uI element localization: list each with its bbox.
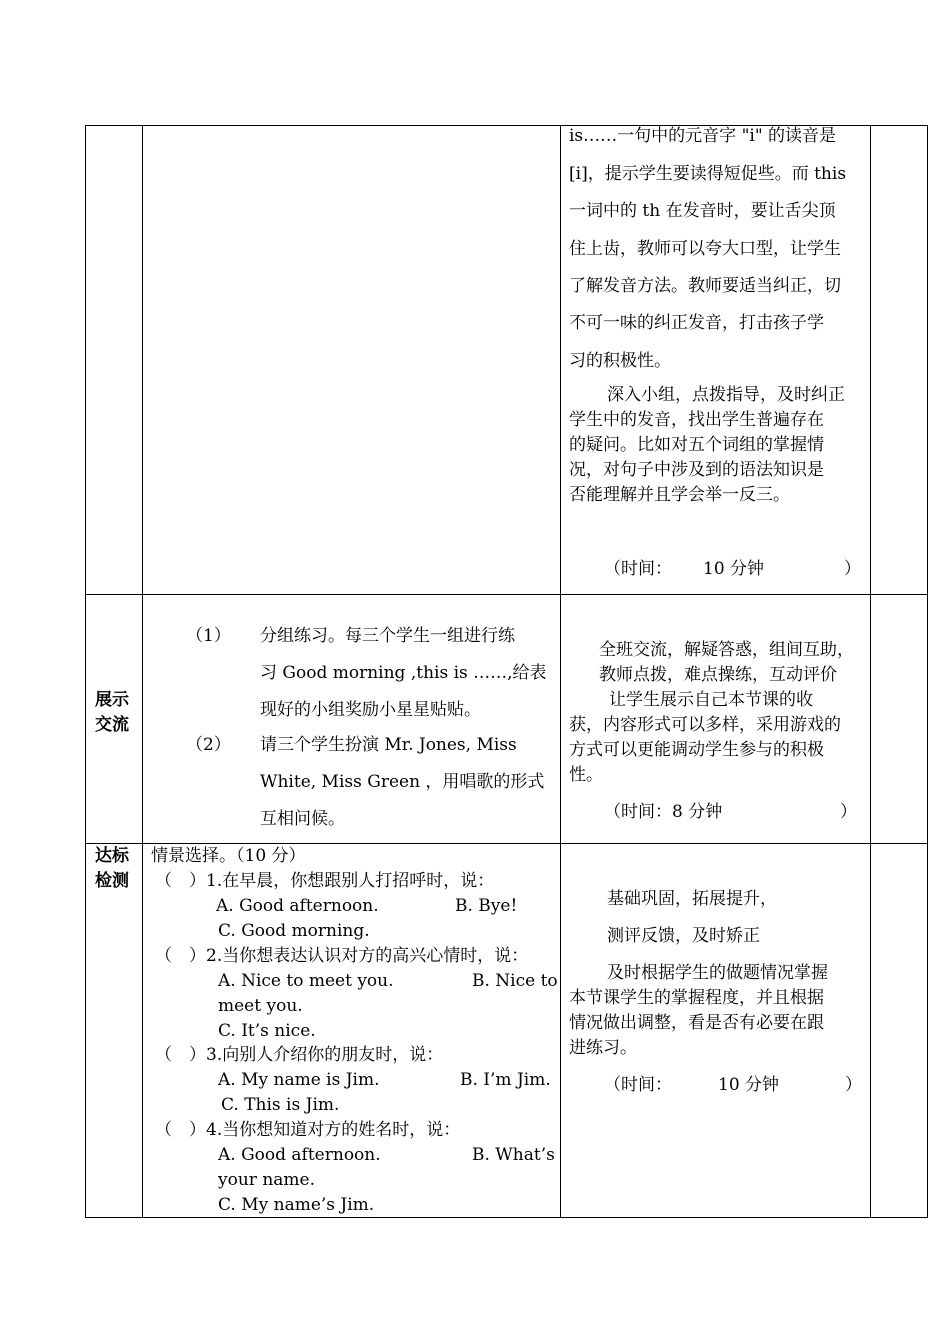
text-line: 性。 <box>569 765 603 785</box>
time-label: （时间： <box>604 1075 672 1095</box>
option-a: A. Good afternoon. <box>216 896 379 916</box>
option-c: C. Good morning. <box>218 921 370 941</box>
row-label: 达标 <box>95 846 129 866</box>
text-line: 习的积极性。 <box>569 351 671 371</box>
option-b-wrap: meet you. <box>218 996 303 1016</box>
time-label: （时间：8 分钟 <box>604 802 723 822</box>
exercise-title: 情景选择。（10 分） <box>151 846 306 866</box>
table-border-bottom <box>85 1217 928 1218</box>
text-line: 深入小组，点拨指导，及时纠正 <box>607 385 845 405</box>
option-c: C. My name’s Jim. <box>218 1195 375 1215</box>
text-line: 获，内容形式可以多样，采用游戏的 <box>569 715 841 735</box>
text-line: 互相问候。 <box>260 809 345 829</box>
text-line: 习 Good morning ,this is ……,给表 <box>260 663 547 683</box>
text-line: 测评反馈，及时矫正 <box>607 926 760 946</box>
option-c: C. It’s nice. <box>218 1021 316 1041</box>
option-b: B. Nice to <box>472 971 558 991</box>
text-line: 的疑问。比如对五个词组的掌握情 <box>569 435 824 455</box>
option-b: B. Bye! <box>455 896 518 916</box>
text-line: White, Miss Green ，用唱歌的形式 <box>260 772 545 792</box>
item-number: （1） <box>186 626 231 646</box>
text-line: 一词中的 th 在发音时，要让舌尖顶 <box>569 201 836 221</box>
row-divider-2 <box>85 843 928 844</box>
text-line: 及时根据学生的做题情况掌握 <box>607 963 828 983</box>
item-number: （2） <box>186 735 231 755</box>
column-divider-1 <box>142 125 143 1218</box>
column-divider-2 <box>560 125 561 1218</box>
text-line: 本节课学生的掌握程度，并且根据 <box>569 988 824 1008</box>
time-value: 10 分钟 <box>703 559 765 579</box>
text-line: 不可一味的纠正发音，打击孩子学 <box>569 313 824 333</box>
text-line: 况，对句子中涉及到的语法知识是 <box>569 460 824 480</box>
text-line: 否能理解并且学会举一反三。 <box>569 485 790 505</box>
option-c: C. This is Jim. <box>221 1095 340 1115</box>
text-line: 让学生展示自己本节课的收 <box>609 690 813 710</box>
question: （ ）3.向别人介绍你的朋友时，说： <box>155 1045 444 1065</box>
text-line: 基础巩固，拓展提升， <box>607 889 777 909</box>
text-line: 全班交流，解疑答惑，组间互助， <box>599 640 854 660</box>
text-line: 住上齿，教师可以夸大口型，让学生 <box>569 239 841 259</box>
row-label: 检测 <box>95 871 129 891</box>
row-label: 展示 <box>95 690 129 710</box>
option-b: B. What’s <box>472 1145 555 1165</box>
table-border-right <box>927 125 928 1218</box>
question: （ ）4.当你想知道对方的姓名时，说： <box>155 1120 461 1140</box>
time-close: ） <box>844 559 861 579</box>
question: （ ）1.在早晨，你想跟别人打招呼时，说： <box>155 871 495 891</box>
text-line: is……一句中的元音字 "i" 的读音是 <box>569 126 837 146</box>
table-border-left <box>85 125 86 1218</box>
time-label: （时间： <box>604 559 672 579</box>
text-line: 情况做出调整，看是否有必要在跟 <box>569 1013 824 1033</box>
row-label: 交流 <box>95 715 129 735</box>
text-line: 请三个学生扮演 Mr. Jones, Miss <box>260 735 517 755</box>
text-line: [i]，提示学生要读得短促些。而 this <box>569 164 847 184</box>
text-line: 方式可以更能调动学生参与的积极 <box>569 740 824 760</box>
time-close: ） <box>845 1075 862 1095</box>
text-line: 了解发音方法。教师要适当纠正，切 <box>569 276 841 296</box>
text-line: 现好的小组奖励小星星贴贴。 <box>260 700 481 720</box>
option-a: A. My name is Jim. <box>218 1070 380 1090</box>
text-line: 进练习。 <box>569 1038 637 1058</box>
option-a: A. Good afternoon. <box>218 1145 381 1165</box>
text-line: 教师点拨，难点操练，互动评价 <box>599 665 837 685</box>
option-a: A. Nice to meet you. <box>218 971 394 991</box>
time-close: ） <box>840 802 857 822</box>
option-b-wrap: your name. <box>218 1170 315 1190</box>
row-divider-1 <box>85 594 928 595</box>
time-value: 10 分钟 <box>718 1075 780 1095</box>
column-divider-3 <box>870 125 871 1218</box>
question: （ ）2.当你想表达认识对方的高兴心情时，说： <box>155 946 529 966</box>
text-line: 学生中的发音，找出学生普遍存在 <box>569 410 824 430</box>
text-line: 分组练习。每三个学生一组进行练 <box>260 626 515 646</box>
option-b: B. I’m Jim. <box>460 1070 551 1090</box>
